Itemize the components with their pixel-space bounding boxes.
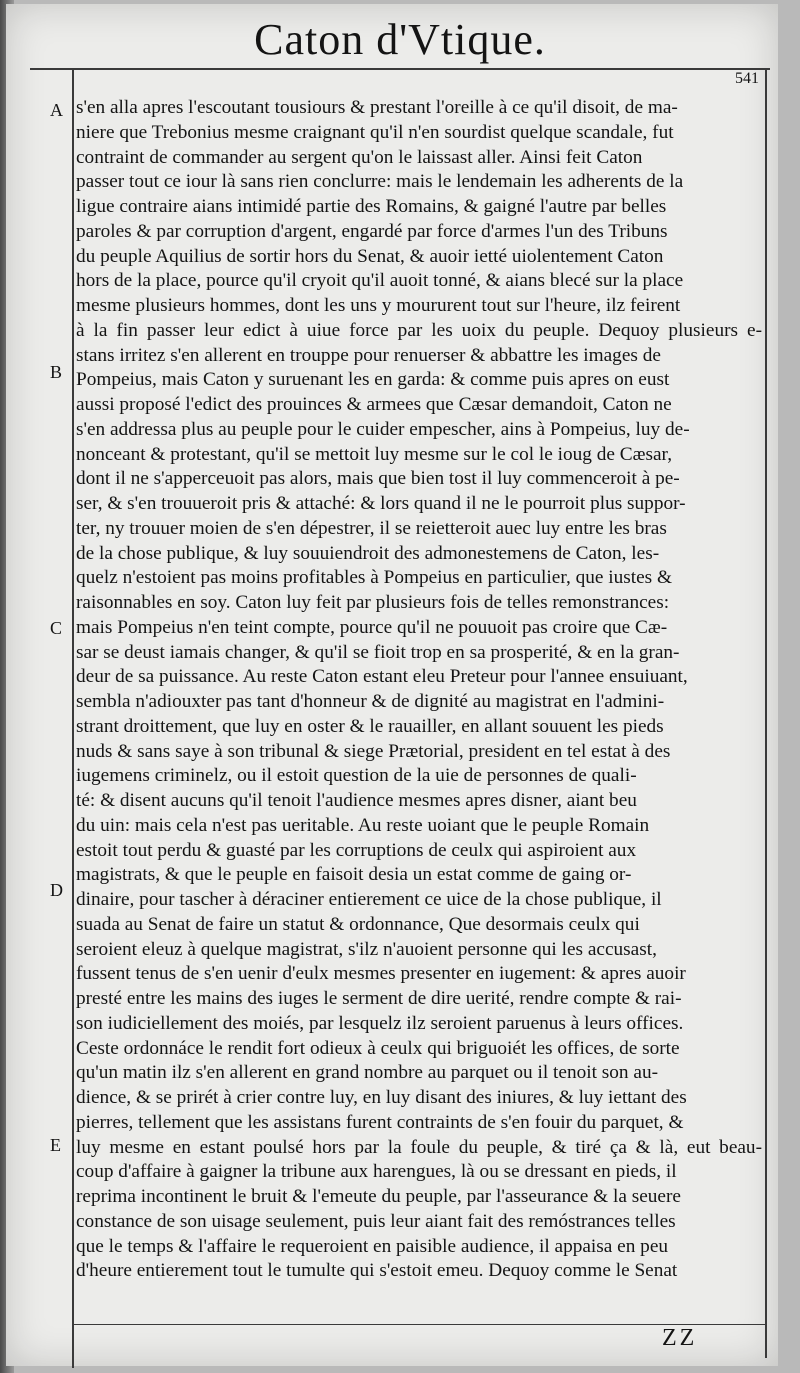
margin-marker-c: C: [50, 618, 63, 638]
margin-marker-a: A: [50, 100, 63, 120]
text-line: suada au Senat de faire un statut & ordonnance, Que desormais ceulx qui: [76, 913, 640, 935]
margin-marker-d: D: [50, 880, 63, 900]
text-line: aussi proposé l'edict des prouinces & armees que Cæsar demandoit, Caton ne: [76, 394, 672, 415]
text-line: fussent tenus de s'en uenir d'eulx mesmes presenter en iugement: & apres auoir: [76, 963, 686, 985]
text-line: d'heure entierement tout le tumulte qui s'estoit emeu. Dequoy comme le Senat: [76, 1260, 678, 1282]
text-line: dont il ne s'apperceuoit pas alors, mais que bien tost il luy commenceroit à pe-: [76, 468, 680, 490]
text-line: stans irritez s'en allerent en trouppe pour renuerser & abbattre les images de: [76, 344, 661, 366]
text-line: iugemens criminelz, ou il estoit question de la uie de personnes de quali-: [76, 765, 637, 787]
margin-marker-e: E: [50, 1135, 61, 1155]
text-line: du peuple Aquilius de sortir hors du Senat, & auoir ietté uiolentement Caton: [76, 245, 664, 267]
text-line: de la chose publique, & luy souuiendroit des admonestemens de Caton, les-: [76, 542, 660, 564]
text-line: s'en addressa plus au peuple pour le cuider empescher, ains à Pompeius, luy de-: [76, 418, 690, 440]
text-line: mais Pompeius n'en teint compte, pource qu'il ne pouuoit pas croire que Cæ-: [76, 616, 668, 638]
text-line: que le temps & l'affaire le requeroient en paisible audience, il appaisa en peu: [76, 1235, 669, 1257]
text-line: nonceant & protestant, qu'il se mettoit luy mesme sur le col le ioug de Cæsar,: [76, 443, 673, 465]
text-line: mesme plusieurs hommes, dont les uns y moururent tout sur l'heure, ilz feirent: [76, 295, 681, 316]
text-line: passer tout ce iour là sans rien conclurre: mais le lendemain les adherents de la: [76, 171, 684, 193]
left-frame-rule: [72, 68, 74, 1368]
text-line: sar se deust iamais changer, & qu'il se fioit trop en sa prosperité, & en la gran-: [76, 641, 680, 663]
text-line: raisonnables en soy. Caton luy feit par plusieurs fois de telles remonstrances:: [76, 592, 670, 613]
text-line: dinaire, pour tascher à déraciner entierement ce uice de la chose publique, il: [76, 889, 662, 910]
text-line: coup d'affaire à gaigner la tribune aux harengues, là ou se dressant en pieds, il: [76, 1161, 677, 1183]
catchword: ZZ: [662, 1325, 698, 1351]
text-line: sembla n'adiouxter pas tant d'honneur & de dignité au magistrat en l'admini-: [76, 691, 665, 712]
body-text: [76, 96, 762, 1284]
text-line: dience, & se prirét à crier contre luy, en luy disant des iniures, & luy iettant des: [76, 1087, 687, 1108]
text-line: pierres, tellement que les assistans furent contraints de s'en fouir du parquet, &: [76, 1111, 684, 1133]
text-line: qu'un matin ilz s'en allerent en grand nombre au parquet ou il tenoit son au-: [76, 1062, 659, 1084]
text-line: ligue contraire aians intimidé partie des Romains, & gaigné l'autre par belles: [76, 196, 667, 217]
text-line: son iudiciellement des moiés, par lesquelz ilz seroient paruenus à leurs offices.: [76, 1012, 684, 1034]
text-line: magistrats, & que le peuple en faisoit desia un estat comme de gaing or-: [76, 864, 632, 886]
text-line: quelz n'estoient pas moins profitables à Pompeius en particulier, que iustes &: [76, 567, 673, 589]
margin-marker-b: B: [50, 362, 63, 382]
text-line: deur de sa puissance. Au reste Caton estant eleu Preteur pour l'annee ensuiuant,: [76, 666, 688, 688]
text-line: reprima incontinent le bruit & l'emeute du peuple, par l'asseurance & la seuere: [76, 1186, 681, 1207]
running-head: Caton d'Vtique.: [254, 15, 546, 64]
text-line: strant droittement, que luy en oster & le rauailler, en allant souuent les pieds: [76, 715, 664, 737]
text-line: du uin: mais cela n'est pas ueritable. Au reste uoiant que le peuple Romain: [76, 814, 650, 836]
text-line: seroient eleuz à quelque magistrat, s'ilz n'auoient personne qui les accusast,: [76, 938, 657, 960]
text-line: presté entre les mains des iuges le serment de dire uerité, rendre compte & rai-: [76, 988, 682, 1009]
text-line: hors de la place, pource qu'il cryoit qu'il auoit tonné, & aians blecé sur la place: [76, 270, 684, 292]
text-line: Pompeius, mais Caton y suruenant les en garda: & comme puis apres on eust: [76, 369, 670, 391]
text-line: estoit tout perdu & guasté par les corruptions de ceulx qui aspiroient aux: [76, 839, 637, 861]
text-line: Ceste ordonnáce le rendit fort odieux à ceulx qui briguoiét les offices, de sorte: [76, 1037, 680, 1059]
text-line: ter, ny trouuer moien de s'en dépestrer, il se reietteroit auec luy entre les bras: [76, 517, 667, 539]
text-line: paroles & par corruption d'argent, engardé par force d'armes l'un des Tribuns: [76, 220, 668, 242]
folio-number: 541: [735, 70, 759, 87]
text-line: ser, & s'en trouueroit pris & attaché: & lors quand il ne le pourroit plus suppor-: [76, 493, 686, 514]
text-line: niere que Trebonius mesme craignant qu'il n'en sourdist quelque scandale, fut: [76, 121, 674, 143]
text-line: nuds & sans saye à son tribunal & siege Prætorial, president en tel estat à des: [76, 740, 671, 762]
text-line: à la fin passer leur edict à uiue force par les uoix du peuple. Dequoy plusieurs e-: [76, 319, 762, 341]
text-line: contraint de commander au sergent qu'on le laissast aller. Ainsi feit Caton: [76, 146, 643, 168]
text-line: constance de son uisage seulement, puis leur aiant fait des remóstrances telles: [76, 1210, 676, 1232]
text-line: s'en alla apres l'escoutant tousiours & prestant l'oreille à ce qu'il disoit, de ma-: [76, 97, 678, 118]
text-line: té: & disent aucuns qu'il tenoit l'audience mesmes apres disner, aiant beu: [76, 790, 637, 811]
right-frame-rule: [765, 68, 767, 1358]
text-line: luy mesme en estant poulsé hors par la foule du peuple, & tiré ça & là, eut beau-: [76, 1136, 762, 1158]
